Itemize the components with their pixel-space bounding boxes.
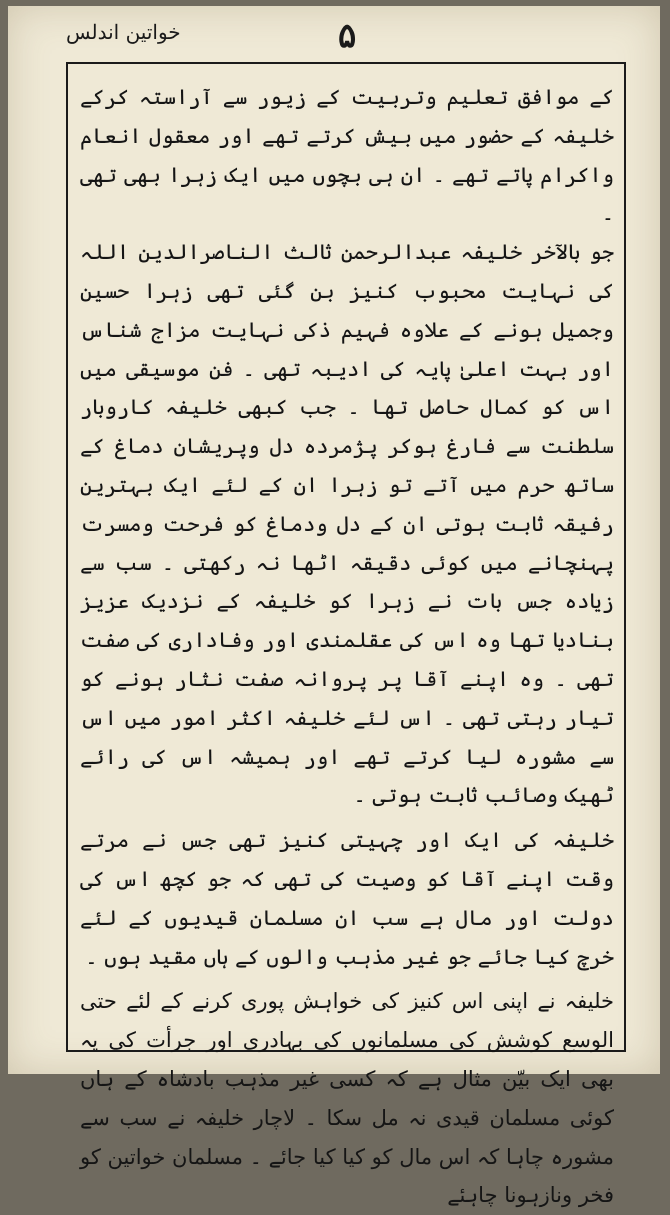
text-frame — [66, 62, 626, 1208]
paragraph-1: کے موافق تعلیم وتربیت کے زیور سے آراستہ کرکے خلیفہ کے حضور میں بیش کرتے تھے اور معقول انعام واکرام پاتے تھے ۔ ان ہی بچوں میں ایک زہرا بھی تھی ۔ — [80, 85, 614, 226]
paragraph-4: خلیفہ نے اپنی اس کنیز کی خواہش پوری کرنے کے لئے حتی الوسع کوشش کی مسلمانوں کی بہادری اور جرأت کی یہ بھی ایک بیّن مثال ہے کہ کسی غیر مذہب بادشاہ کے ہاں کوئی مسلمان قیدی نہ مل سکا ۔ لاچار خلیفہ نے سب سے مشورہ چاہا کہ اس مال کو کیا کیا جائے ۔ مسلمان خواتین کو فخر ونازہونا چاہئے — [80, 989, 614, 1208]
paragraph-3: خلیفہ کی ایک اور چہیتی کنیز تھی جس نے مرتے وقت اپنے آقا کو وصیت کی تھی کہ جو کچھ اس کی دولت اور مال ہے سب ان مسلمان قیدیوں کے لئے خرچ کیا جائے جو غیر مذہب والوں کے ہاں مقید ہوں ۔ — [80, 828, 614, 969]
running-head: خواتین اندلس — [66, 20, 181, 44]
page-number: ۵ — [338, 16, 357, 56]
page-header — [8, 6, 660, 68]
book-page — [8, 6, 660, 1208]
body-text — [80, 78, 614, 1215]
paragraph-2: جو بالآخر خلیفہ عبدالرحمن ثالث الناصرالدین اللہ کی نہایت محبوب کنیز بن گئی تھی زہرا حسین وجمیل ہونے کے علاوہ فہیم ذکی نہایت مزاج شناس اور بہت اعلیٰ پایہ کی ادیبہ تھی ۔ فن موسیقی میں اس کو کمال حاصل تھا ۔ جب کبھی خلیفہ کاروبار سلطنت سے فارغ ہوکر پژمردہ دل وپریشان دماغ کے ساتھ حرم میں آتے تو زہرا ان کے لئے ایک بہترین رفیقہ ثابت ہوتی ان کے دل ودماغ کو فرحت ومسرت پہنچانے میں کوئی دقیقہ اٹھا نہ رکھتی ۔ سب سے زیادہ جس بات نے زہرا کو خلیفہ کے نزدیک عزیز بنادیا تھا وہ اس کی عقلمندی اور وفاداری کی صفت تھی ۔ وہ اپنے آقا پر پروانہ صفت نثار ہونے کو تیار رہتی تھی ۔ اس لئے خلیفہ اکثر امور میں اس سے مشورہ لیا کرتے تھے اور ہمیشہ اس کی رائے ٹھیک وصائب ثابت ہوتی ۔ — [80, 240, 614, 808]
